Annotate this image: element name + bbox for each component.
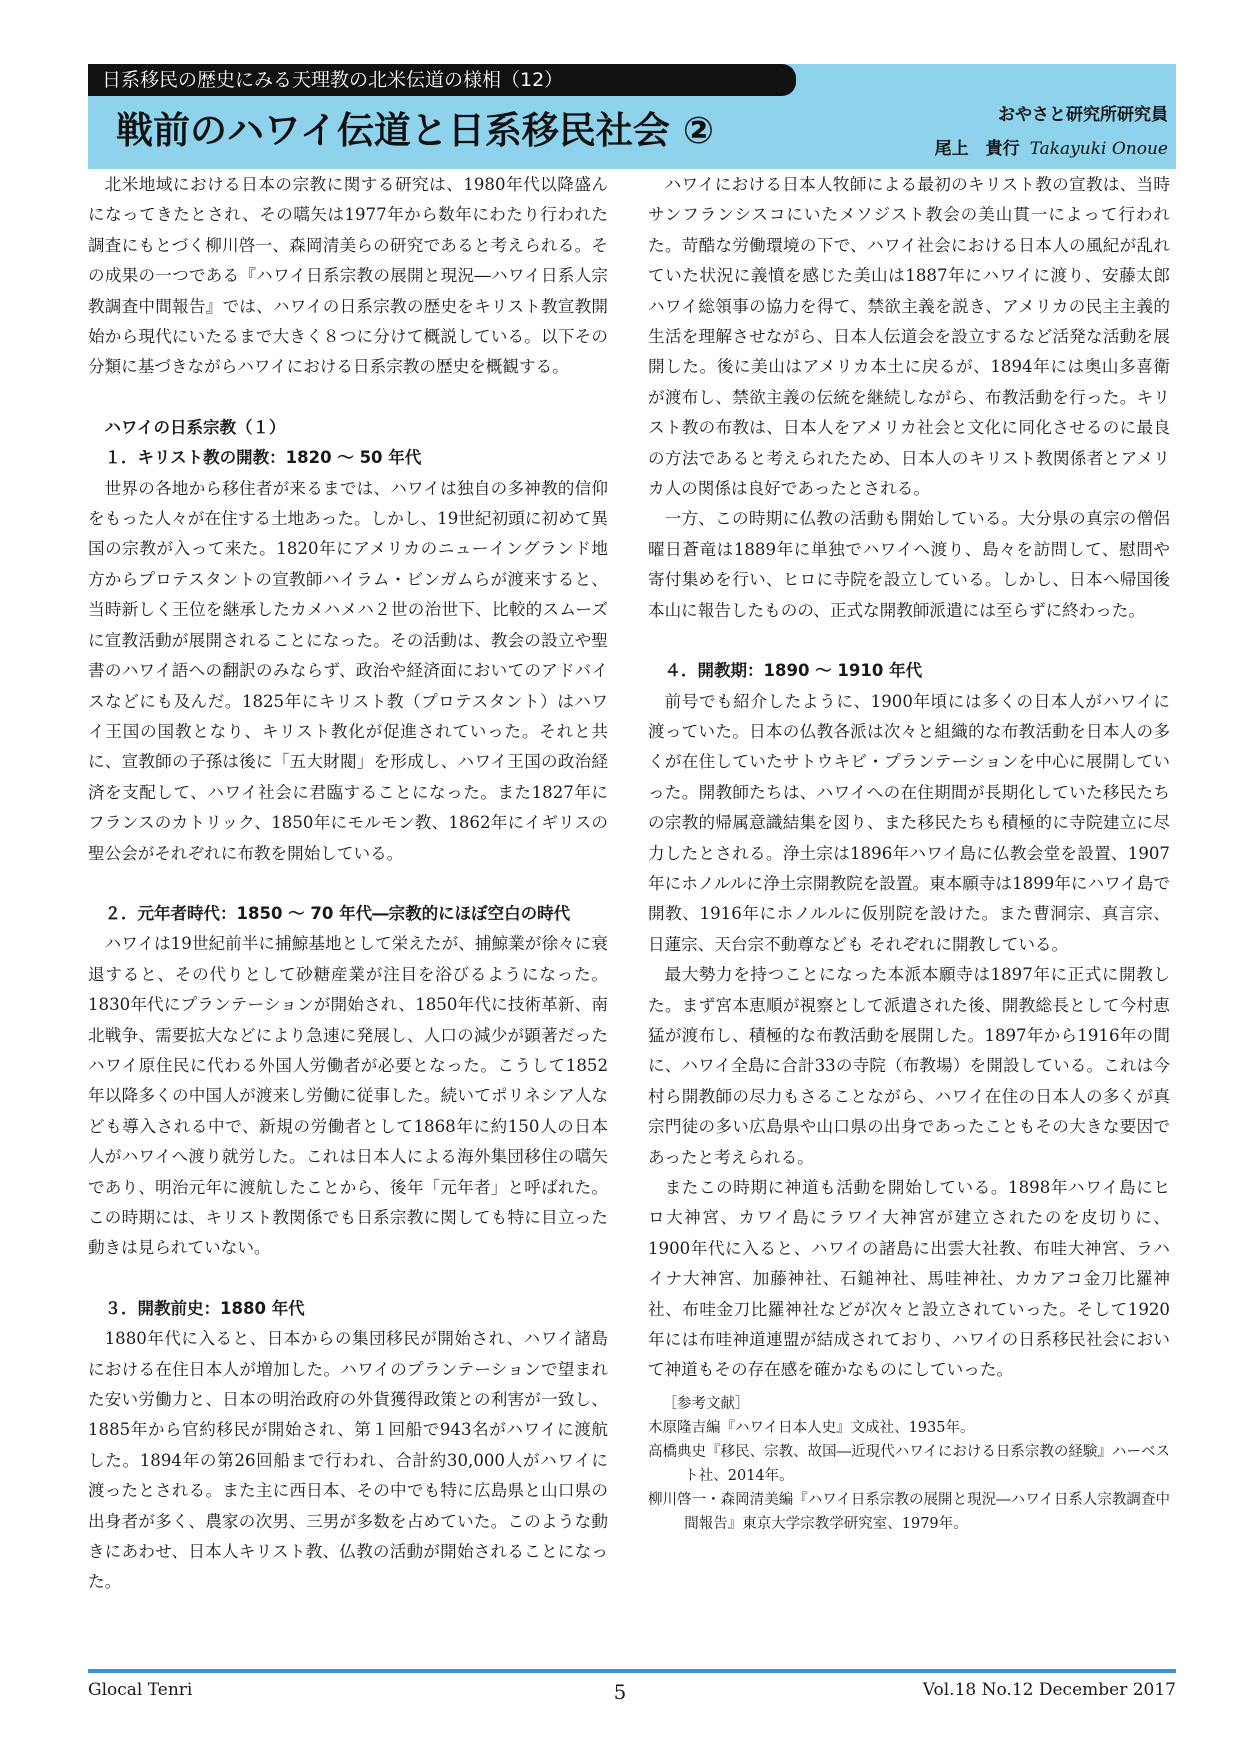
footer-issue: Vol.18 No.12 December 2017 — [922, 1680, 1176, 1700]
paragraph-r5: またこの時期に神道も活動を開始している。1898年ハワイ島にヒロ大神宮、カワイ島にラワイ大神宮が建立されたのを皮切りに、1900年代に入ると、ハワイの諸島に出雲大社教、布哇大神宮、ラハイナ大神宮、加藤神社、石鎚神社、馬哇神社、カカアコ金刀比羅神社、布哇金刀比羅神社などが次々と設立されていった。そして1920年には布哇神道連盟が結成されており、ハワイの日系移民社会において神道もその存在感を確かなものにしていった。 — [648, 1178, 1170, 1380]
left-column — [88, 170, 608, 1598]
author-name-ja: 尾上 貴行 — [934, 139, 1020, 159]
paragraph-1: 世界の各地から移住者が来るまでは、ハワイは独自の多神教的信仰をもった人々が在住する土地あった。しかし、19世紀初頭に初めて異国の宗教が入って来た。1820年にアメリカのニューイングランド地方からプロテスタントの宣教師ハイラム・ビンガムらが渡来すると、当時新しく王位を継承したカメハメハ２世の治世下、比較的スムーズに宣教活動が展開されることになった。その活動は、教会の設立や聖書のハワイ語への翻訳のみならず、政治や経済面においてのアドバイスなどにも及んだ。1825年にキリスト教（プロテスタント）はハワイ王国の国教となり、キリスト教化が促進されていった。それと共に、宣教師の子孫は後に「五大財閥」を形成し、ハワイ王国の政治経済を支配して、ハワイ社会に君臨することになった。また1827年にフランスのカトリック、1850年にモルモン教、1862年にイギリスの聖公会がそれぞれに布教を開始している。 — [88, 478, 608, 863]
reference-item: 柳川啓一・森岡清美編『ハワイ日系宗教の展開と現況―ハワイ日系人宗教調査中間報告』東京大学宗教学研究室、1979年。 — [648, 1491, 1170, 1532]
paragraph-r3: 前号でも紹介したように、1900年頃には多くの日本人がハワイに渡っていた。日本の仏教各派は次々と組織的な布教活動を日本人の多くが在住していたサトウキビ・プランテーションを中心に展開していった。開教師たちは、ハワイへの在住期間が長期化していた移民たちの宗教的帰属意識結集を図り、また移民たちも積極的に寺院建立に尽力したとされる。浄土宗は1896年ハワイ島に仏教会堂を設置、1907年にホノルルに浄土宗開教院を設置。東本願寺は1899年にハワイ島で開教、1916年にホノルルに仮別院を設けた。また曹洞宗、真言宗、日蓮宗、天台宗不動尊なども それぞれに開教している。 — [648, 691, 1170, 954]
page-title: 戦前のハワイ伝道と日系移民社会 ② — [116, 109, 715, 152]
heading-3: ３．開教前史：1880 年代 — [104, 1298, 305, 1318]
author-byline — [935, 134, 1168, 159]
author-affiliation: おやさと研究所研究員 — [998, 105, 1168, 125]
page-number: 5 — [613, 1680, 627, 1704]
references — [648, 1392, 1170, 1536]
author-name-en: Takayuki Onoue — [1029, 139, 1168, 159]
references-title: ［参考文献］ — [662, 1395, 750, 1412]
heading-2: ２．元年者時代：1850 〜 70 年代―宗教的にほぼ空白の時代 — [104, 903, 571, 923]
heading-4: ４．開教期：1890 〜 1910 年代 — [664, 661, 923, 681]
reference-item: 木原隆吉編『ハワイ日本人史』文成社、1935年。 — [648, 1419, 975, 1436]
reference-item: 高橋典史『移民、宗教、故国―近現代ハワイにおける日系宗教の経験』ハーベスト社、2014年。 — [648, 1443, 1170, 1484]
footer-publication: Glocal Tenri — [88, 1680, 193, 1700]
paragraph-r2: 一方、この時期に仏教の活動も開始している。大分県の真宗の僧侶曜日蒼竜は1889年に単独でハワイへ渡り、島々を訪問して、慰問や寄付集めを行い、ヒロに寺院を設立している。しかし、日本へ帰国後本山に報告したものの、正式な開教師派遣には至らずに終わった。 — [648, 509, 1170, 620]
intro-paragraph: 北米地域における日本の宗教に関する研究は、1980年代以降盛んになってきたとされ、その嚆矢は1977年から数年にわたり行われた調査にもとづく柳川啓一、森岡清美らの研究であると考えられる。その成果の一つである『ハワイ日系宗教の展開と現況―ハワイ日系人宗教調査中間報告』では、ハワイの日系宗教の歴史をキリスト教宣教開始から現代にいたるまで大きく８つに分けて概説している。以下その分類に基づきながらハワイにおける日系宗教の歴史を概観する。 — [88, 175, 608, 377]
paragraph-r1: ハワイにおける日本人牧師による最初のキリスト教の宣教は、当時サンフランシスコにいたメソジスト教会の美山貫一によって行われた。苛酷な労働環境の下で、ハワイ社会における日本人の風紀が乱れていた状況に義憤を感じた美山は1887年にハワイに渡り、安藤太郎ハワイ総領事の協力を得て、禁欲主義を説き、アメリカの民主主義的生活を理解させながら、日本人伝道会を設立するなど活発な活動を展開した。後に美山はアメリカ本土に戻るが、1894年には奥山多喜衛が渡布し、禁欲主義の伝統を継続しながら、布教活動を行った。キリスト教の布教は、日本人をアメリカ社会と文化に同化させるのに最良の方法であると考えられたため、日本人のキリスト教関係者とアメリカ人の関係は良好であったとされる。 — [648, 175, 1170, 499]
footer-rule — [88, 1669, 1176, 1673]
heading-1: １．キリスト教の開教：1820 〜 50 年代 — [104, 448, 422, 468]
paragraph-2: ハワイは19世紀前半に捕鯨基地として栄えたが、捕鯨業が徐々に衰退すると、その代りとして砂糖産業が注目を浴びるようになった。1830年代にプランテーションが開始され、1850年代に技術革新、南北戦争、需要拡大などにより急速に発展し、人口の減少が顕著だったハワイ原住民に代わる外国人労働者が必要となった。こうして1852年以降多くの中国人が渡来し労働に従事した。続いてポリネシア人なども導入される中で、新規の労働者として1868年に約150人の日本人がハワイへ渡り就労した。これは日本人による海外集団移住の嚆矢であり、明治元年に渡航したことから、後年「元年者」と呼ばれた。この時期には、キリスト教関係でも日系宗教に関しても特に目立った動きは見られていない。 — [88, 934, 608, 1258]
paragraph-3: 1880年代に入ると、日本からの集団移民が開始され、ハワイ諸島における在住日本人が増加した。ハワイのプランテーションで望まれた安い労働力と、日本の明治政府の外貨獲得政策との利害が一致し、1885年から官約移民が開始され、第１回船で943名がハワイに渡航した。1894年の第26回船まで行われ、合計約30,000人がハワイに渡ったとされる。また主に西日本、その中でも特に広島県と山口県の出身者が多く、農家の次男、三男が多数を占めていた。このような動きにあわせ、日本人キリスト教、仏教の活動が開始されることになった。 — [88, 1329, 608, 1592]
paragraph-r4: 最大勢力を持つことになった本派本願寺は1897年に正式に開教した。まず宮本恵順が視察として派遣された後、開教総長として今村恵猛が渡布し、積極的な布教活動を展開した。1897年から1916年の間に、ハワイ全島に合計33の寺院（布教場）を開設している。これは今村ら開教師の尽力もさることながら、ハワイ在住の日本人の多くが真宗門徒の多い広島県や山口県の出身であったこともその大きな要因であったと考えられる。 — [648, 965, 1170, 1167]
right-column — [648, 170, 1170, 1536]
section-title: ハワイの日系宗教（１） — [104, 417, 286, 437]
series-title: 日系移民の歴史にみる天理教の北米伝道の様相（12） — [88, 64, 796, 96]
